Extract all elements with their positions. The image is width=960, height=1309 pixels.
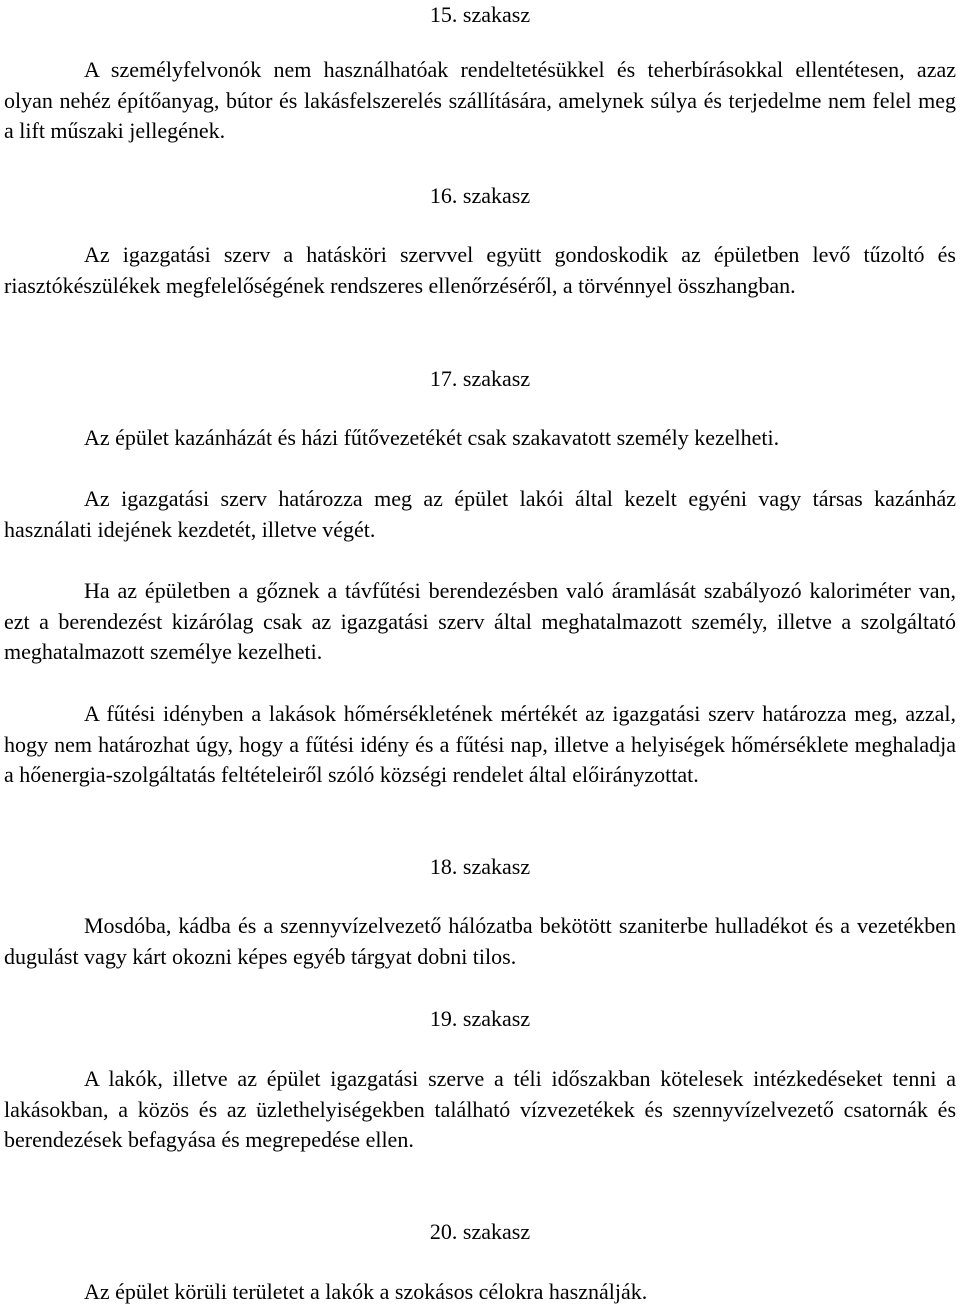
section-15-paragraph-1: A személyfelvonók nem használhatóak rendeltetésükkel és teherbírásokkal ellentétesen, azaz olyan nehéz építőanyag, bútor és lakásfelszerelés szállítására, amelynek súlya és terjedelme nem felel meg a lift műszaki jellegének. <box>4 57 956 143</box>
section-16-paragraph-1: Az igazgatási szerv a hatásköri szervvel együtt gondoskodik az épületben levő tűzoltó és riasztókészülékek megfelelőségének rendszeres ellenőrzéséről, a törvénnyel összhangban. <box>4 242 956 298</box>
section-heading-17: 17. szakasz <box>429 366 531 391</box>
section-20-paragraph-1: Az épület körüli területet a lakók a szokásos célokra használják. <box>84 1279 648 1304</box>
section-heading-18: 18. szakasz <box>429 854 531 879</box>
section-17-paragraph-1: Az épület kazánházát és házi fűtővezetékét csak szakavatott személy kezelheti. <box>84 425 780 450</box>
section-19-paragraph-1: A lakók, illetve az épület igazgatási szerve a téli időszakban kötelesek intézkedéseket tenni a lakásokban, a közös és az üzlethelyiségekben található vízvezetékek és szennyvízelvezető csatornák és berendezések befagyása és megrepedése ellen. <box>4 1066 956 1152</box>
section-17-paragraph-3: Ha az épületben a gőznek a távfűtési berendezésben való áramlását szabályozó kaloriméter van, ezt a berendezést kizárólag csak az igazgatási szerv által meghatalmazott személy, illetve a szolgáltató meghatalmazott személye kezelheti. <box>4 578 956 664</box>
section-heading-20: 20. szakasz <box>429 1219 531 1244</box>
section-17-paragraph-4: A fűtési idényben a lakások hőmérsékletének mértékét az igazgatási szerv határozza meg, azzal, hogy nem határozhat úgy, hogy a fűtési idény és a fűtési nap, illetve a helyiségek hőmérséklete meghaladja a hőenergia-szolgáltatás feltételeiről szóló községi rendelet által előirányzottat. <box>4 701 956 787</box>
section-18-paragraph-1: Mosdóba, kádba és a szennyvízelvezető hálózatba bekötött szaniterbe hulladékot és a vezetékben dugulást vagy kárt okozni képes egyéb tárgyat dobni tilos. <box>4 913 956 969</box>
section-heading-15: 15. szakasz <box>429 2 531 27</box>
section-17-paragraph-2: Az igazgatási szerv határozza meg az épület lakói által kezelt egyéni vagy társas kazánház használati idejének kezdetét, illetve végét. <box>4 486 956 542</box>
section-heading-16: 16. szakasz <box>429 183 531 208</box>
section-heading-19: 19. szakasz <box>429 1006 531 1031</box>
